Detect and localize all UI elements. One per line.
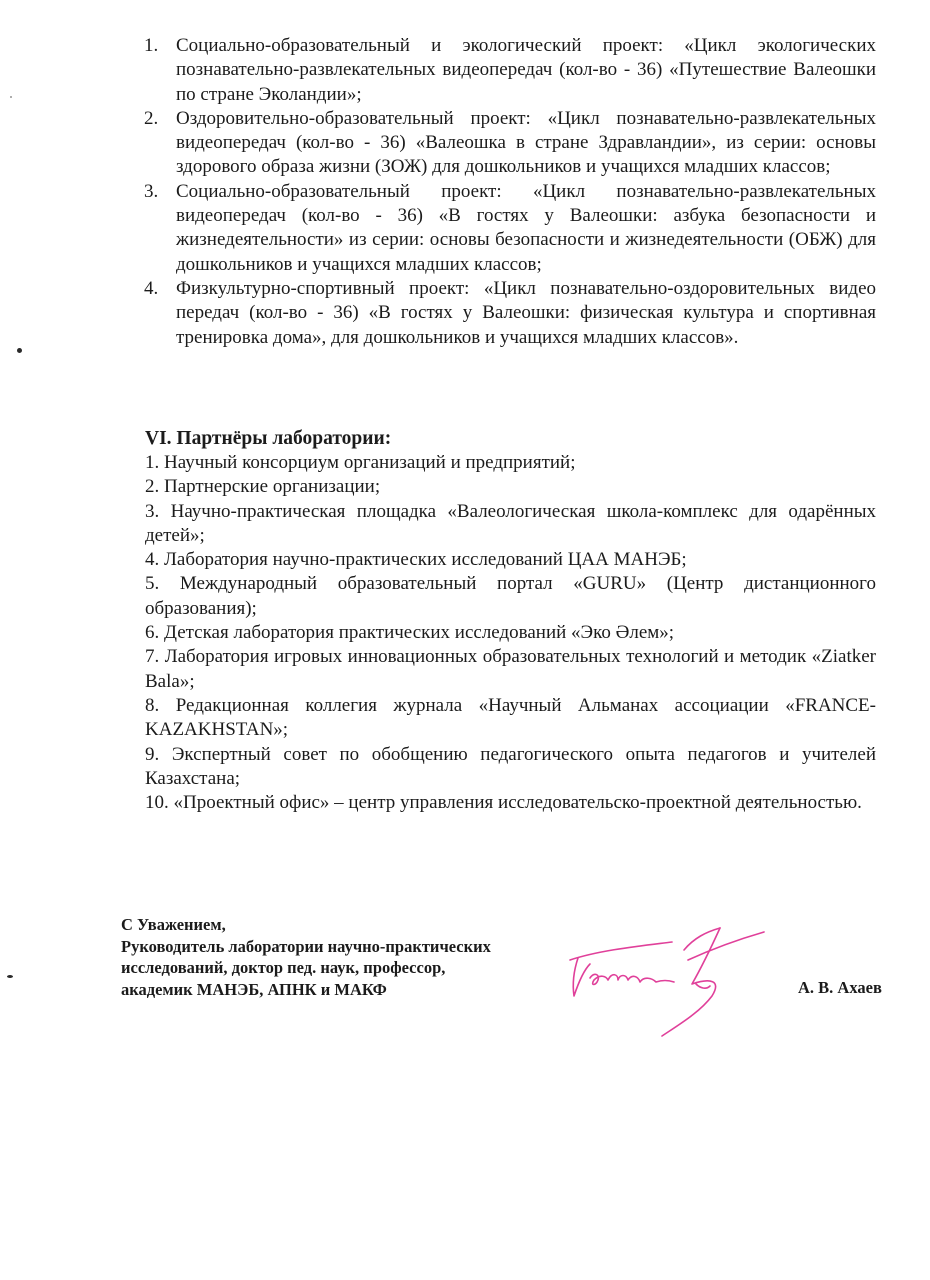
- partner-item: 8. Редакционная коллегия журнала «Научный Альманах ассоциации «FRANCE-KAZAKHSTAN»;: [145, 694, 876, 741]
- scan-speck: [7, 975, 13, 978]
- partners-heading: VI. Партнёры лаборатории:: [145, 428, 392, 449]
- partner-item: 1. Научный консорциум организаций и предприятий;: [145, 452, 576, 473]
- partners-list: [145, 451, 876, 815]
- partner-item: 5. Международный образовательный портал «GURU» (Центр дистанционного образования);: [145, 573, 876, 619]
- partner-item: 9. Экспертный совет по обобщению педагогического опыта педагогов и учителей Казахстана;: [145, 743, 876, 789]
- scan-speck: [17, 348, 22, 353]
- partner-item: 10. «Проектный офис» – центр управления исследовательско-проектной деятельностью.: [145, 792, 862, 814]
- greeting: С Уважением,: [121, 915, 226, 934]
- projects-list: [140, 34, 876, 350]
- project-item: [140, 107, 876, 180]
- signer-position-line: исследований, доктор пед. наук, профессор,: [121, 958, 446, 977]
- partner-item: 2. Партнерские организации;: [145, 476, 381, 498]
- project-text: Оздоровительно-образовательный проект: «Цикл познавательно-развлекательных видеопередач (кол-во - 36) «Валеошка в стране Здравландии», из серии: основы здорового образа жизни (ЗОЖ) для дошкольников и учащихся младших классов;: [176, 107, 876, 178]
- handwritten-signature: [560, 920, 770, 1045]
- closing-block: [121, 914, 491, 1000]
- project-number: 2.: [144, 107, 159, 129]
- project-number: 4.: [144, 277, 159, 299]
- project-item: [140, 180, 876, 277]
- signer-name: А. В. Ахаев: [798, 978, 882, 997]
- project-number: 1.: [144, 35, 159, 56]
- partner-item: 4. Лаборатория научно-практических исследований ЦАА МАНЭБ;: [145, 549, 687, 571]
- partner-item: 7. Лаборатория игровых инновационных образовательных технологий и методик «Ziatker Bala»;: [145, 646, 876, 692]
- signer-position-line: Руководитель лаборатории научно-практических: [121, 936, 491, 956]
- project-text: Социально-образовательный и экологический проект: «Цикл экологических познавательно-развлекательных видеопередач (кол-во - 36) «Путешествие Валеошки по стране Эколандии»;: [176, 35, 876, 105]
- project-item: [140, 277, 876, 350]
- project-text: Социально-образовательный проект: «Цикл познавательно-развлекательных видеопередач (кол-во - 36) «В гостях у Валеошки: азбука безопасности и жизнедеятельности» из серии: основы безопасности и жизнедеятельности (ОБЖ) для дошкольников и учащихся младших классов;: [176, 180, 876, 275]
- signer-position-line: академик МАНЭБ, АПНК и МАКФ: [121, 979, 387, 999]
- partner-item: 6. Детская лаборатория практических исследований «Эко Әлем»;: [145, 622, 675, 644]
- scan-speck: [10, 96, 12, 98]
- project-text: Физкультурно-спортивный проект: «Цикл познавательно-оздоровительных видео передач (кол-во - 36) «В гостях у Валеошки: физическая культура и спортивная тренировка дома», для дошкольников и учащихся младших классов».: [176, 277, 876, 348]
- partner-item: 3. Научно-практическая площадка «Валеологическая школа-комплекс для одарённых детей»;: [145, 500, 876, 546]
- project-number: 3.: [144, 180, 159, 202]
- project-item: [140, 34, 876, 107]
